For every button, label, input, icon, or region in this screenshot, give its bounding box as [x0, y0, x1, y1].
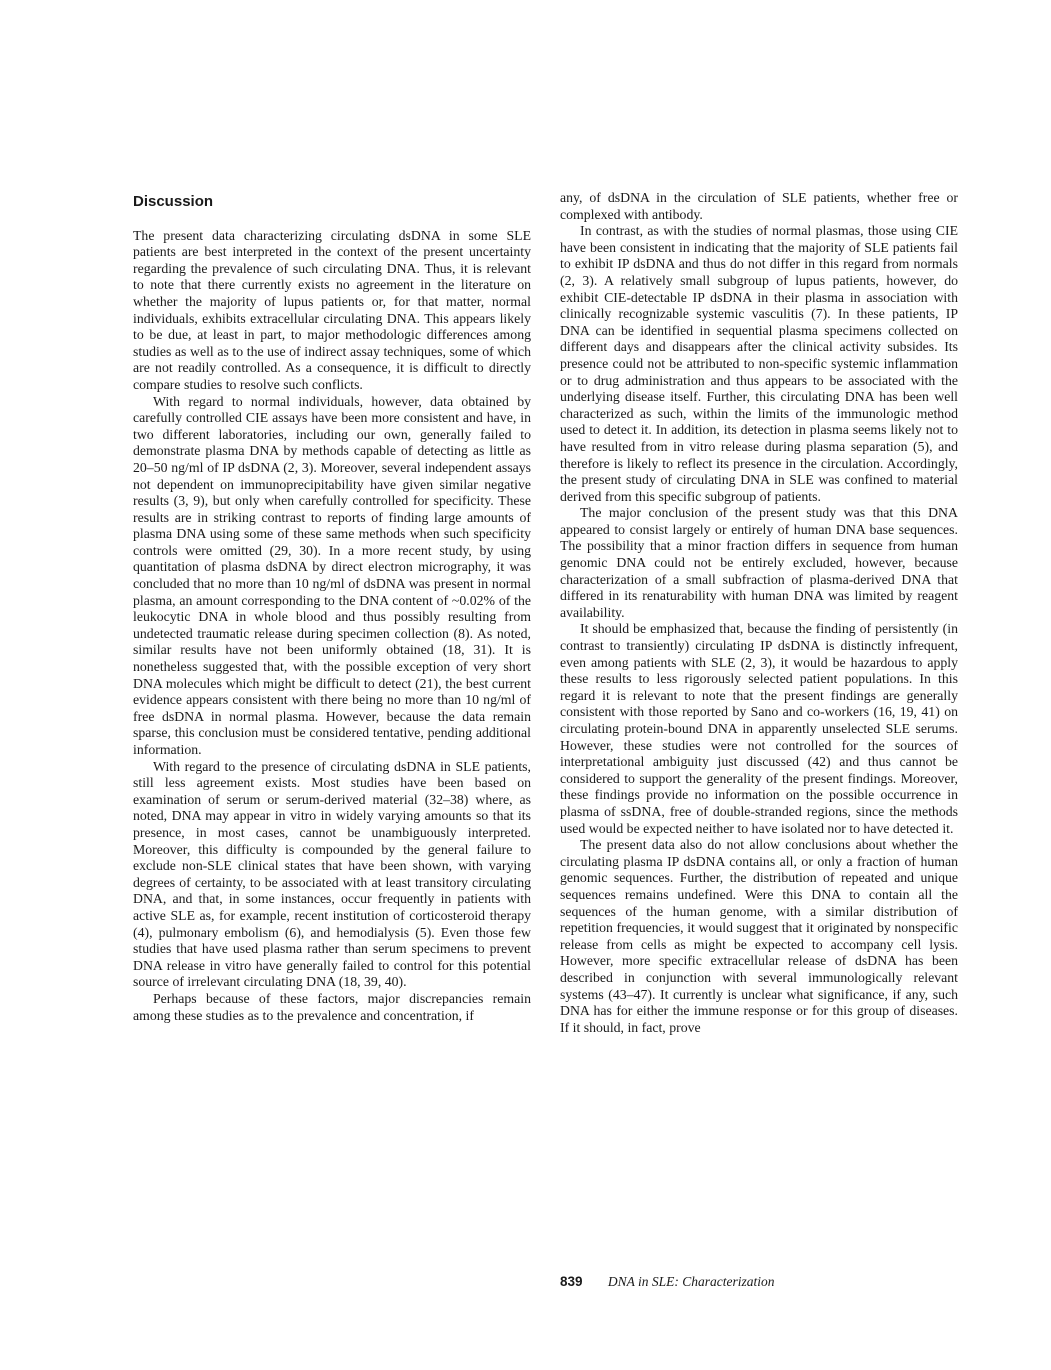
- page-number: 839: [560, 1274, 583, 1289]
- section-heading: Discussion: [133, 193, 214, 210]
- paragraph: any, of dsDNA in the circulation of SLE patients, whether free or complexed with antibody.: [560, 190, 958, 222]
- paragraph: The present data also do not allow conclusions about whether the circulating plasma IP dsDNA contains all, or only a fraction of human genomic sequences. Further, the distribution of repeated and unique sequences remains undefined. Were this DNA to contain all the sequences of the human genome, with a similar distribution of repetition frequencies, it would suggest that it originated by nonspecific release from cells as might be expected to accompany cell lysis. However, more specific extracellular release of dsDNA has been described in conjunction with several immunologically relevant systems (43–47). It currently is unclear what significance, if any, such DNA has for either the immune response or for this group of diseases. If it should, in fact, prove: [560, 837, 958, 1035]
- paragraph: With regard to the presence of circulating dsDNA in SLE patients, still less agreement exists. Most studies have been based on examination of serum or serum-derived material (32–38) where, as noted, DNA may appear in vitro in widely varying amounts so that its presence, in most cases, cannot be unambiguously interpreted. Moreover, this difficulty is compounded by the general failure to exclude non-SLE clinical states that have been shown, with varying degrees of certainty, to be associated with at least transitory circulating DNA, and that, in some instances, occur frequently in patients with active SLE as, for example, recent institution of corticosteroid therapy (4), pulmonary embolism (6), and hemodialysis (5). Even those few studies that have used plasma rather than serum specimens to prevent DNA release in vitro have generally failed to control for this potential source of irrelevant circulating DNA (18, 39, 40).: [133, 758, 531, 990]
- left-column: [133, 190, 531, 1024]
- page-footer: [560, 1274, 775, 1290]
- paragraph: The present data characterizing circulating dsDNA in some SLE patients are best interpreted in the context of the present uncertainty regarding the prevalence of such circulating DNA. Thus, it is relevant to note that there currently exists no agreement in the literature on whether the majority of lupus patients or, for that matter, normal individuals, exhibits extracellular circulating DNA. This appears likely to be due, at least in part, to major methodologic differences among studies as well as to the use of indirect assay techniques, some of which are not readily controlled. As a consequence, it is difficult to directly compare studies to resolve such conflicts.: [133, 227, 531, 392]
- paragraph: It should be emphasized that, because the finding of persistently (in contrast to transiently) circulating IP dsDNA is distinctly infrequent, even among patients with SLE (2, 3), it would be hazardous to apply these results to less rigorously selected patient populations. In this regard it is relevant to note that the present findings are generally consistent with those reported by Sano and co-workers (16, 19, 41) on circulating protein-bound DNA in apparently unselected SLE serums. However, these studies were not controlled for the sources of interpretational ambiguity just discussed (42) and thus cannot be considered to support the generality of the present findings. Moreover, these findings provide no information on the possible occurrence in plasma of ssDNA, free of double-stranded regions, since the methods used would be expected neither to have isolated nor to have detected it.: [560, 621, 958, 836]
- paragraph: Perhaps because of these factors, major discrepancies remain among these studies as to the prevalence and concentration, if: [133, 990, 531, 1023]
- paragraph: The major conclusion of the present study was that this DNA appeared to consist largely or entirely of human DNA base sequences. The possibility that a minor fraction differs in sequence from human genomic DNA could not be entirely excluded, however, because characterization of a small subfraction of plasma-derived DNA that differed in its renaturability with human DNA was limited by reagent availability.: [560, 505, 958, 620]
- paragraph: With regard to normal individuals, however, data obtained by carefully controlled CIE assays have been more consistent and have, in two different laboratories, including our own, generally failed to demonstrate plasma DNA by methods capable of detecting as little as 20–50 ng/ml of IP dsDNA (2, 3). Moreover, several independent assays not dependent on immunoprecipitability have given similar negative results (3, 9), but only when carefully controlled for specificity. These results are in striking contrast to reports of finding large amounts of plasma DNA using some of these same methods when such specificity controls were omitted (29, 30). In a more recent study, by using quantitation of plasma dsDNA by direct electron micrography, it was concluded that no more than 10 ng/ml of dsDNA was present in normal plasma, an amount corresponding to the DNA content of ~0.02% of the leukocytic DNA in whole blood and thus possibly resulting from undetected traumatic release during specimen collection (8). As noted, similar results have not been uniformly obtained (18, 31). It is nonetheless suggested that, with the possible exception of very short DNA molecules which might be difficult to detect (21), the best current evidence appears consistent with there being no more than 10 ng/ml of free dsDNA in normal plasma. However, because the data remain sparse, this conclusion must be considered tentative, pending additional information.: [133, 393, 531, 757]
- running-title: DNA in SLE: Characterization: [607, 1274, 775, 1289]
- paragraph: In contrast, as with the studies of normal plasmas, those using CIE have been consistent in indicating that the majority of SLE patients fail to exhibit IP dsDNA and thus do not differ in this regard from normals (2, 3). A relatively small subgroup of lupus patients, however, do exhibit CIE-detectable IP dsDNA in their plasma in association with clinically recognizable systemic vasculitis (7). In these patients, IP DNA can be identified in sequential plasma specimens collected on different days and disappears after the clinical activity subsides. Its presence could not be attributed to non-specific systemic inflammation or to drug administration and thus appears to be associated with the underlying disease itself. Further, this circulating DNA has been well characterized as such, within the limits of the immunologic method used to detect it. In addition, its detection in plasma seems likely not to have resulted from in vitro release during plasma separation (5), and therefore is likely to reflect its presence in the circulation. Accordingly, the present study of circulating DNA in SLE was confined to material derived from this specific subgroup of patients.: [560, 223, 958, 504]
- right-column: [560, 190, 958, 1036]
